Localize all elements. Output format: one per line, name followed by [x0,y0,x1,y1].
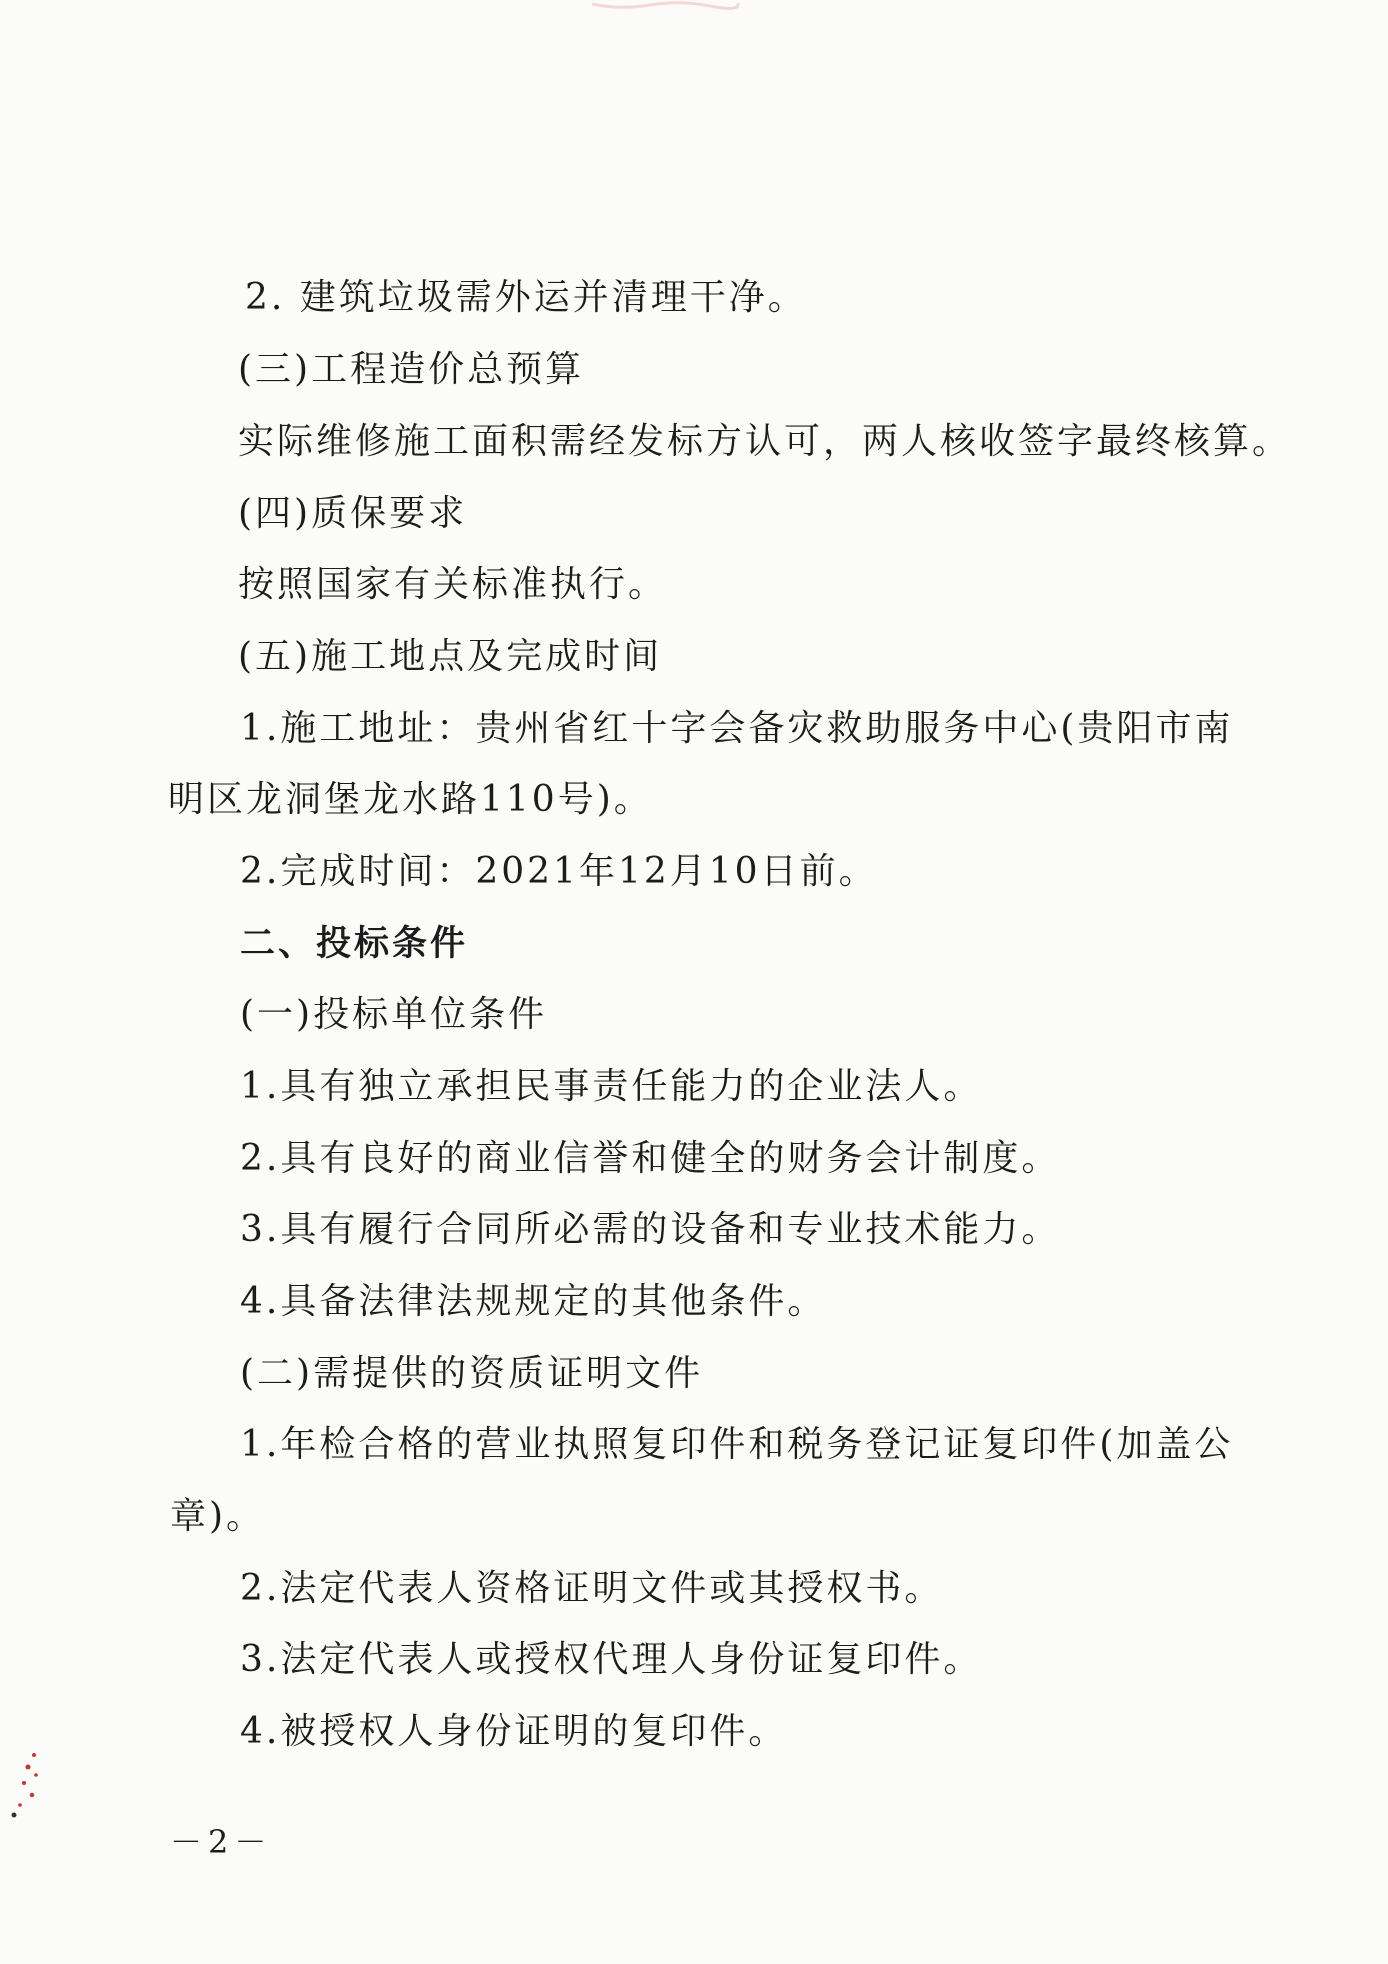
text-line: 实际维修施工面积需经发标方认可，两人核收签字最终核算。 [238,421,1292,462]
page-number: －2－ [170,1823,273,1861]
text-line: 1.年检合格的营业执照复印件和税务登记证复印件(加盖公 [240,1424,1234,1465]
text-line: 2.完成时间：2021年12月10日前。 [240,851,878,892]
text-line: 2.法定代表人资格证明文件或其授权书。 [240,1568,944,1609]
text-line: 3.法定代表人或授权代理人身份证复印件。 [240,1639,983,1680]
text-line: 明区龙洞堡龙水路110号)。 [168,779,653,820]
text-line: 按照国家有关标准执行。 [238,564,668,605]
section-heading: (四)质保要求 [238,493,468,534]
text-line: 2.具有良好的商业信誉和健全的财务会计制度。 [240,1138,1061,1179]
text-line: 章)。 [170,1496,266,1537]
scan-mark-icon [6,1745,56,1825]
section-heading: (三)工程造价总预算 [238,349,585,390]
section-heading: (五)施工地点及完成时间 [238,636,663,677]
scan-mark-icon [590,0,740,14]
section-heading: (二)需提供的资质证明文件 [240,1353,704,1394]
text-line: 3.具有履行合同所必需的设备和专业技术能力。 [240,1209,1061,1250]
chapter-heading: 二、投标条件 [240,924,469,964]
text-line: 2. 建筑垃圾需外运并清理干净。 [245,277,807,318]
text-line: 4.被授权人身份证明的复印件。 [240,1711,788,1752]
text-line: 1.施工地址：贵州省红十字会备灾救助服务中心(贵阳市南 [240,708,1234,749]
section-heading: (一)投标单位条件 [240,994,548,1035]
text-line: 1.具有独立承担民事责任能力的企业法人。 [240,1066,983,1107]
text-line: 4.具备法律法规规定的其他条件。 [240,1281,827,1322]
